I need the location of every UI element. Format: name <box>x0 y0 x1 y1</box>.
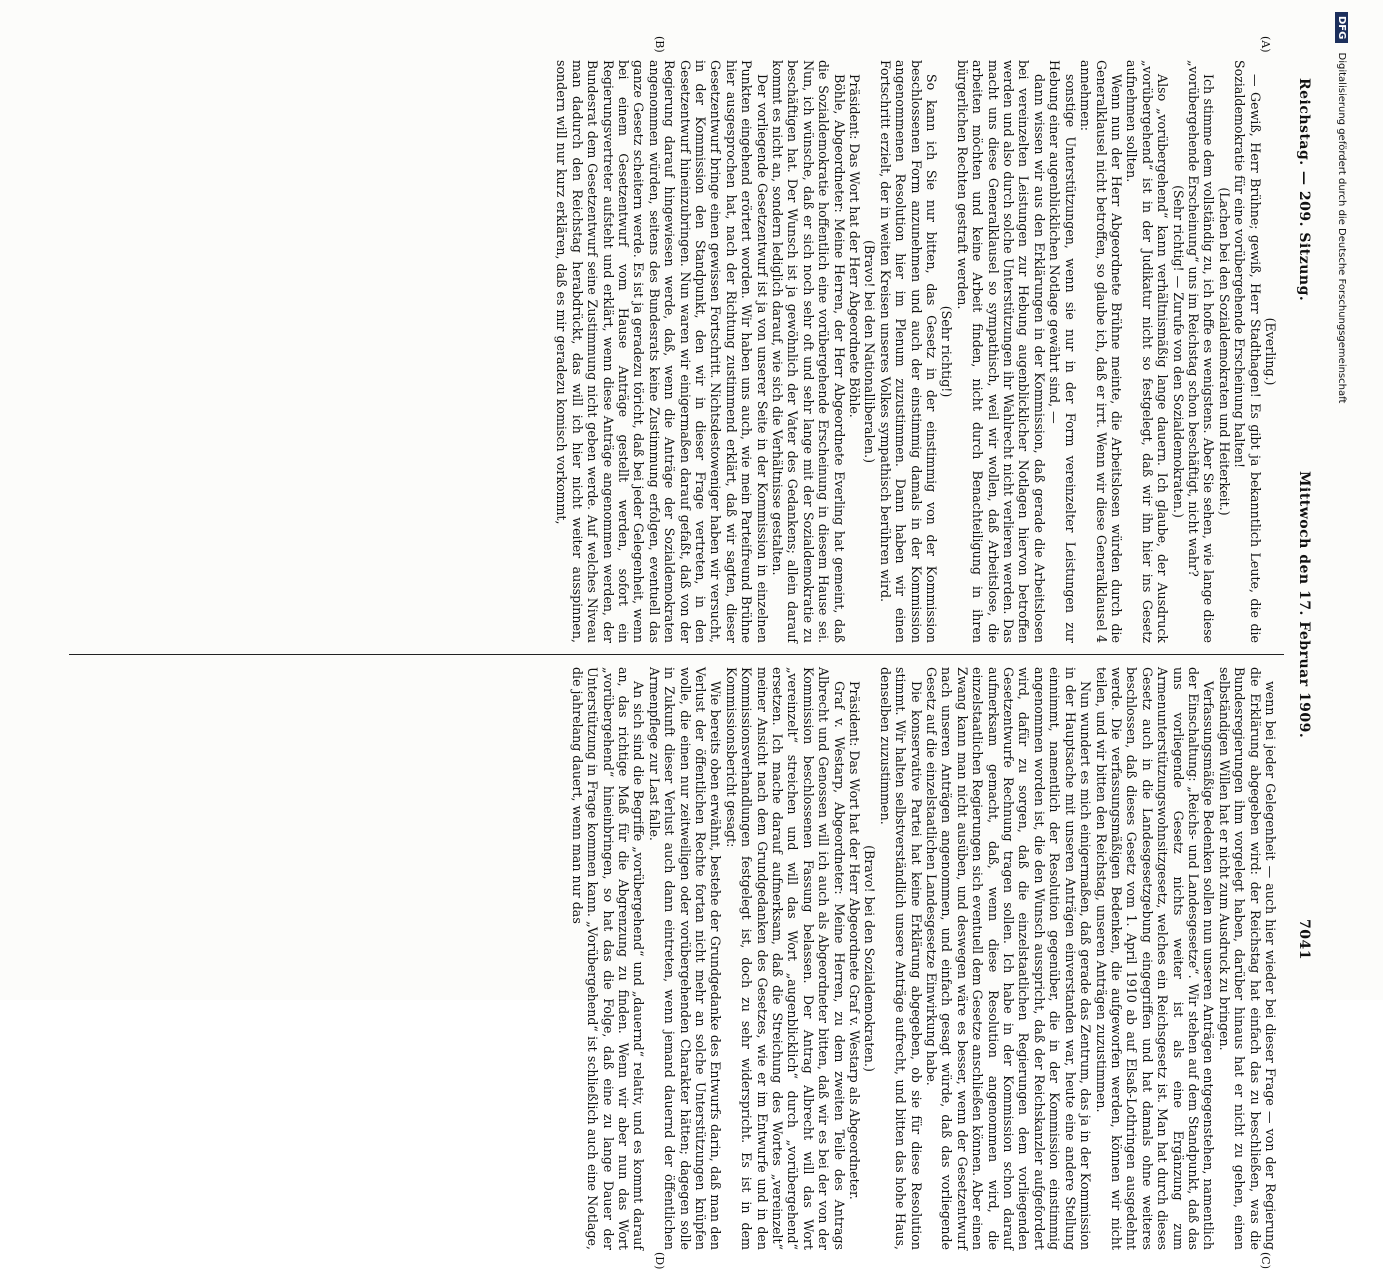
header-date: Mittwoch den 17. Februar 1909. <box>1296 471 1312 739</box>
paragraph: Der vorliegende Gesetzentwurf ist ja von unserer Seite in der Kommission in einzelnen Punkten eingehend erörtert worden. Wir haben uns auch, wie mein Parteifreund Brühne hier ausgesprochen hat, nach der Richtung zustimmend erklärt, daß wir sagten, dieser Gesetzentwurf bringe einen gewissen Fortschritt. Nichtsdestoweniger haben wir versucht, in der Kommission den Standpunkt, den wir in dieser Frage vertreten, in den Gesetzentwurf hineinzubringen. Nun waren wir einigermaßen darauf gefaßt, daß von der Regierung darauf hingewiesen werde, daß, wenn die Anträge der Sozialdemokraten angenommen würden, seitens des Bundesrats keine Zustimmung erfolgen, eventuell das ganze Gesetz scheitern werde. Es ist ja geradezu töricht, daß bei jeder Gelegenheit, wenn bei einem Gesetzentwurf vom Hause Anträge gestellt werden, sofort ein Regierungsvertreter aufsteht und erklärt, wenn diese Anträge angenommen werden, der Bundesrat dem Gesetzentwurf seine Zustimmung nicht geben werde. Auf welches Niveau man dadurch den Reichstag herabdrückt, das will ich hier nicht weiter ausspinnen, sondern will nur kurz erklären, daß es mir geradezu komisch vorkommt, <box>554 60 770 643</box>
paragraph: Wenn nun der Herr Abgeordnete Brühne meinte, die Arbeitslosen würden durch die Generalklausel nicht betroffen, so glaube ich, daß er irrt. Wenn wir diese Generalklausel 4 annehmen: <box>1078 60 1124 643</box>
paragraph: (Sehr richtig! — Zurufe von den Sozialdemokraten.) <box>1170 185 1186 518</box>
rotated-document-page <box>62 36 1312 1269</box>
paragraph: Wie bereits oben erwähnt, bestehe der Grundgedanke des Entwurfs darin, daß man den Verlust der öffentlichen Rechte fortan nicht mehr an solche Unterstützungen knüpfen wolle, die einen nur zeitweiligen oder vorübergehenden Charakter hätten; dagegen solle in Zukunft dieser Verlust auch dann eintreten, wenn jemand dauernd der öffentlichen Armenpflege zur Last falle. <box>646 667 724 1250</box>
credit-text: Digitalisierung gefördert durch die Deutsche Forschungsgemeinschaft <box>1336 52 1347 404</box>
paragraph: (Sehr richtig!) <box>939 305 955 398</box>
paragraph: Die konservative Partei hat keine Erklärung abgegeben, ob sie für diese Resolution stimmt. Wir halten selbstverständlich unsere Anträge aufrecht, und bitten das hohe Haus, denselben zuzustimmen. <box>877 667 924 1250</box>
paragraph: (Bravo! bei den Sozialdemokraten.) <box>862 845 878 1072</box>
paragraph: dann wissen wir aus den Erklärungen in der Kommission, daß gerade die Arbeitslosen bei vereinzelten Leistungen zur Hebung augenblicklicher Notlagen hiervon betroffen werden und also durch solche Unterstützungen ihr Wahlrecht nicht verlieren werden. Das macht uns diese Generalklausel so sympathisch, weil wir wollen, daß Arbeitslose, die arbeiten möchten und keine Arbeit finden, nicht durch Benachteiligung in ihren bürgerlichen Rechten gestraft werden. <box>954 60 1047 643</box>
right-text-column <box>68 667 1278 1250</box>
paragraph: Präsident: Das Wort hat der Herr Abgeordnete Graf v. Westarp als Abgeordneter. <box>847 681 863 1200</box>
margin-marker-b: (B) <box>653 36 666 53</box>
paragraph: sonstige Unterstützungen, wenn sie nur in der Form vereinzelter Leistungen zur Hebung einer augenblicklichen Notlage gewährt sind, — <box>1047 60 1078 643</box>
margin-marker-d: (D) <box>653 1252 666 1269</box>
paragraph: So kann ich Sie nur bitten, das Gesetz in der einstimmig von der Kommission beschlossenen Form anzunehmen und auch der einstimmig damals in der Kommission angenommenen Resolution hier im Plenum zuzustimmen. Dann haben wir einen Fortschritt erzielt, der in weiten Kreisen unseres Volkes sympathisch berühren wird. <box>877 60 940 643</box>
page-header <box>1290 60 1312 960</box>
paragraph: (Lachen bei den Sozialdemokraten und Heiterkeit.) <box>1216 187 1232 516</box>
margin-marker-c: (C) <box>1259 1252 1272 1269</box>
paragraph: (Bravo! bei den Nationalliberalen.) <box>862 239 878 464</box>
paragraph: wenn bei jeder Gelegenheit — auch hier wieder bei dieser Frage — von der Regierung die Erklärung abgegeben wird: der Reichstag hat einfach das zu beschließen, was die Bundesregierungen ihm vorgelegt haben, darüber hinaus hat er nicht zu gehen, einen selbständigen Willen hat er nicht zum Ausdruck zu bringen. <box>1216 667 1278 1250</box>
left-text-column <box>68 60 1278 643</box>
paragraph: Also „vorübergehend“ kann verhältnismäßig lange dauern. Ich glaube, der Ausdruck „vorübergehend“ ist in der Judikatur nicht so festgelegt, daß wir ihn hier ins Gesetz aufnehmen sollten. <box>1124 60 1171 643</box>
paragraph: Graf v. Westarp, Abgeordneter: Meine Herren, zu dem zweiten Teile des Antrags Albrecht und Genossen will ich auch als Abgeordneter bitten, daß wir es bei der von der Kommission beschlossenen Fassung belassen. Der Antrag Albrecht will das Wort „vereinzelt“ streichen und will das Wort „augenblicklich“ durch „vorübergehend“ ersetzen. Ich mache darauf aufmerksam, daß die Streichung des Wortes „vereinzelt“ meiner Ansicht nach dem Grundgedanken des Gesetzes, wie er im Entwurfe und in den Kommissionsverhandlungen festgelegt ist, doch zu sehr widerspricht. Es ist in dem Kommissionsbericht gesagt: <box>723 667 847 1250</box>
paragraph: An sich sind die Begriffe „vorübergehend“ und „dauernd“ relativ, und es kommt darauf an, das richtige Maß für die Abgrenzung zu finden. Wenn wir aber nun das Wort „vorübergehend“ hineinbringen, so hat das die Folge, daß eine zu lange Dauer der Unterstützung in Frage kommen kann. „Vorübergehend“ ist schließlich auch eine Notlage, die jahrelang dauert, wenn man nur das <box>569 667 647 1250</box>
paragraph: Verfassungsmäßige Bedenken sollen nun unseren Anträgen entgegenstehen, namentlich der Einschaltung: „Reichs- und Landesgesetze“. Wir stehen auf dem Standpunkt, daß das uns vorliegende Gesetz nichts weiter ist als eine Ergänzung zum Armenunterstützungswohnsitzgesetz, welches ein Reichsgesetz ist. Man hat durch dieses Gesetz auch in die Landesgesetzgebung eingegriffen und hat damals ohne weiteres beschlossen, daß dieses Gesetz vom 1. April 1910 ab auf Elsaß-Lothringen ausgedehnt werde. Die verfassungsmäßigen Bedenken, die aufgeworfen werden, können wir nicht teilen, und wir bitten den Reichstag, unseren Anträgen zuzustimmen. <box>1093 667 1217 1250</box>
header-session-title: Reichstag. — 209. Sitzung. <box>1296 78 1312 302</box>
column-divider <box>69 654 1284 655</box>
digitization-credit <box>1326 12 1348 992</box>
paragraph: Böhle, Abgeordneter: Meine Herren, der Herr Abgeordnete Everling hat gemeint, daß die Sozialdemokratie hoffentlich eine vorübergehende Erscheinung in diesem Hause sei. Nun, ich wünsche, daß er sich noch sehr oft und sehr lange mit der Sozialdemokratie zu beschäftigen hat. Der Wunsch ist ja gewöhnlich der Vater des Gedankens; allein darauf kommt es nicht an, sondern lediglich darauf, wie sich die Verhältnisse gestalten. <box>770 60 847 643</box>
paragraph: (Everling.) <box>1263 317 1278 386</box>
paragraph: Ich stimme dem vollständig zu, ich hoffe es wenigstens. Aber Sie sehen, wie lange diese „vorübergehende Erscheinung“ uns im Reichstag schon beschäftigt, nicht wahr? <box>1185 60 1217 643</box>
dfg-logo-badge: DFG <box>1335 12 1348 43</box>
margin-marker-a: (A) <box>1259 36 1272 53</box>
paragraph: — Gewiß, Herr Brühne; gewiß, Herr Stadthagen! Es gibt ja bekanntlich Leute, die die Sozialdemokratie für eine vorübergehende Erscheinung halten! <box>1232 60 1263 643</box>
paragraph: Präsident: Das Wort hat der Herr Abgeordnete Böhle. <box>847 74 863 418</box>
paragraph: Nun wundert es mich einigermaßen, daß gerade das Zentrum, das ja in der Kommission in der Hauptsache mit unseren Anträgen einverstanden war, heute eine andere Stellung einnimmt, namentlich der Resolution gegenüber, die in der Kommission einstimmig angenommen worden ist, die den Wunsch ausspricht, daß der Reichskanzler aufgefordert wird, dafür zu sorgen, daß die einzelstaatlichen Regierungen dem vorliegenden Gesetzentwurfe Rechnung tragen sollen. Ich habe in der Kommission schon darauf aufmerksam gemacht, daß, wenn diese Resolution angenommen wird, die einzelstaatlichen Regierungen sich eventuell dem Gesetze anschließen können. Aber einen Zwang kann man nicht ausüben, und deswegen wäre es besser, wenn der Gesetzentwurf nach unseren Anträgen angenommen, und einfach gesagt würde, daß das vorliegende Gesetz auf die einzelstaatlichen Landesgesetze Einwirkung habe. <box>924 667 1094 1250</box>
page-number: 7041 <box>1296 919 1312 960</box>
